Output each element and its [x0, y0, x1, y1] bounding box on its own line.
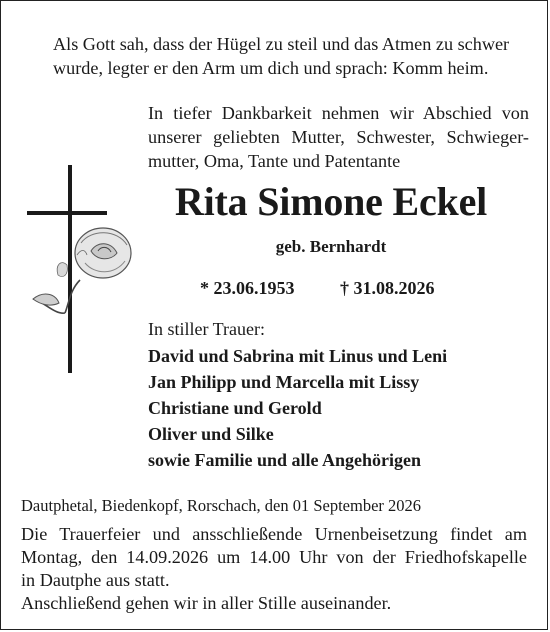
maiden-name: geb. Bernhardt — [275, 237, 387, 256]
list-item: Jan Philipp und Marcella mit Lissy — [148, 372, 420, 392]
deceased-name: Rita Simone Eckel — [174, 179, 488, 224]
ceremony-line-2: Montag, den 14.09.2026 um 14.00 Uhr von der Friedhofskapelle — [21, 547, 527, 567]
list-item: David und Sabrina mit Linus und Leni — [148, 346, 448, 366]
farewell-intro: In tiefer Dankbarkeit nehmen wir Abschied von unserer geliebten Mutter, Schwester, Schwieger-mutter, Oma, Tante und Patentante — [148, 103, 529, 171]
mourners-list — [148, 343, 447, 473]
ceremony-line-4: Anschließend gehen wir in aller Stille auseinander. — [21, 593, 392, 613]
ceremony-line-3: in Dautphe aus statt. — [21, 570, 170, 590]
opening-quote — [53, 32, 523, 80]
list-item: sowie Familie und alle Angehörigen — [148, 450, 422, 470]
cross-with-rose-illustration — [25, 165, 135, 375]
list-item: Christiane und Gerold — [148, 398, 322, 418]
mourning-label: In stiller Trauer: — [148, 319, 265, 339]
ceremony-line-1: Die Trauerfeier und ansschließende Urnenbeisetzung findet am — [21, 524, 527, 544]
rose-icon — [33, 228, 131, 313]
death-date: † 31.08.2026 — [340, 278, 435, 298]
quote-line-2: wurde, legter er den Arm um dich und sprach: Komm heim. — [53, 58, 489, 78]
birth-date: * 23.06.1953 — [200, 278, 295, 298]
place-and-date: Dautphetal, Biedenkopf, Rorschach, den 01 September 2026 — [21, 496, 422, 515]
ceremony-details — [21, 523, 527, 615]
list-item: Oliver und Silke — [148, 424, 274, 444]
quote-line-1: Als Gott sah, dass der Hügel zu steil und das Atmen zu schwer — [53, 34, 510, 54]
